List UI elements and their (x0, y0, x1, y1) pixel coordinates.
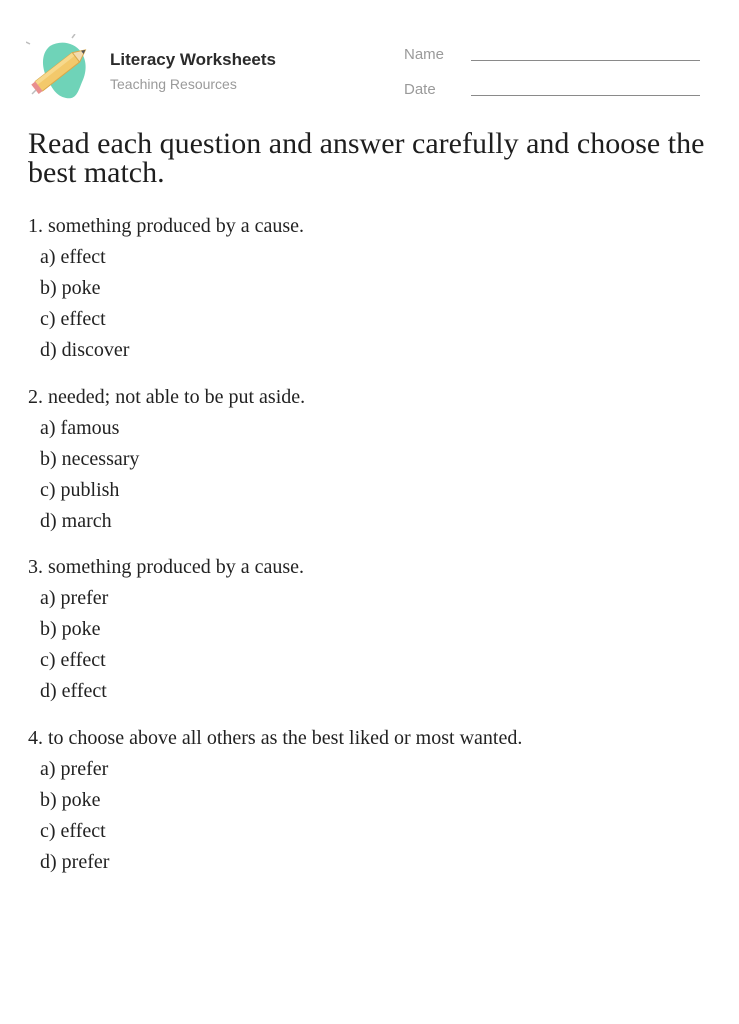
brand-title: Literacy Worksheets (110, 50, 276, 69)
name-label: Name (404, 46, 445, 63)
answer-option: a) effect (40, 246, 106, 268)
question-1 (28, 211, 718, 366)
name-field[interactable] (471, 60, 700, 61)
answer-option: b) poke (40, 277, 101, 299)
brand-subtitle: Teaching Resources (110, 76, 237, 92)
answer-option: b) poke (40, 618, 101, 640)
question-text: 3. something produced by a cause. (28, 556, 305, 578)
answer-option: d) march (40, 510, 112, 532)
question-3 (28, 552, 718, 707)
answer-option: a) prefer (40, 587, 109, 609)
pencil-logo-icon (26, 34, 96, 104)
question-text: 2. needed; not able to be put aside. (28, 386, 306, 408)
answer-option: c) effect (40, 308, 106, 330)
question-2 (28, 382, 718, 537)
question-4 (28, 723, 718, 878)
answer-option: d) prefer (40, 851, 110, 873)
date-label: Date (404, 81, 436, 98)
answer-option: a) famous (40, 417, 120, 439)
date-field[interactable] (471, 95, 700, 96)
worksheet-header (0, 0, 739, 120)
answer-option: b) poke (40, 789, 101, 811)
answer-option: c) publish (40, 479, 120, 501)
question-text: 4. to choose above all others as the best liked or most wanted. (28, 727, 523, 749)
answer-option: a) prefer (40, 758, 109, 780)
answer-option: c) effect (40, 649, 106, 671)
answer-option: d) discover (40, 339, 130, 361)
instructions-heading: Read each question and answer carefully and choose the best match. (28, 127, 705, 189)
question-text: 1. something produced by a cause. (28, 215, 305, 237)
answer-option: c) effect (40, 820, 106, 842)
answer-option: d) effect (40, 680, 107, 702)
answer-option: b) necessary (40, 448, 140, 470)
